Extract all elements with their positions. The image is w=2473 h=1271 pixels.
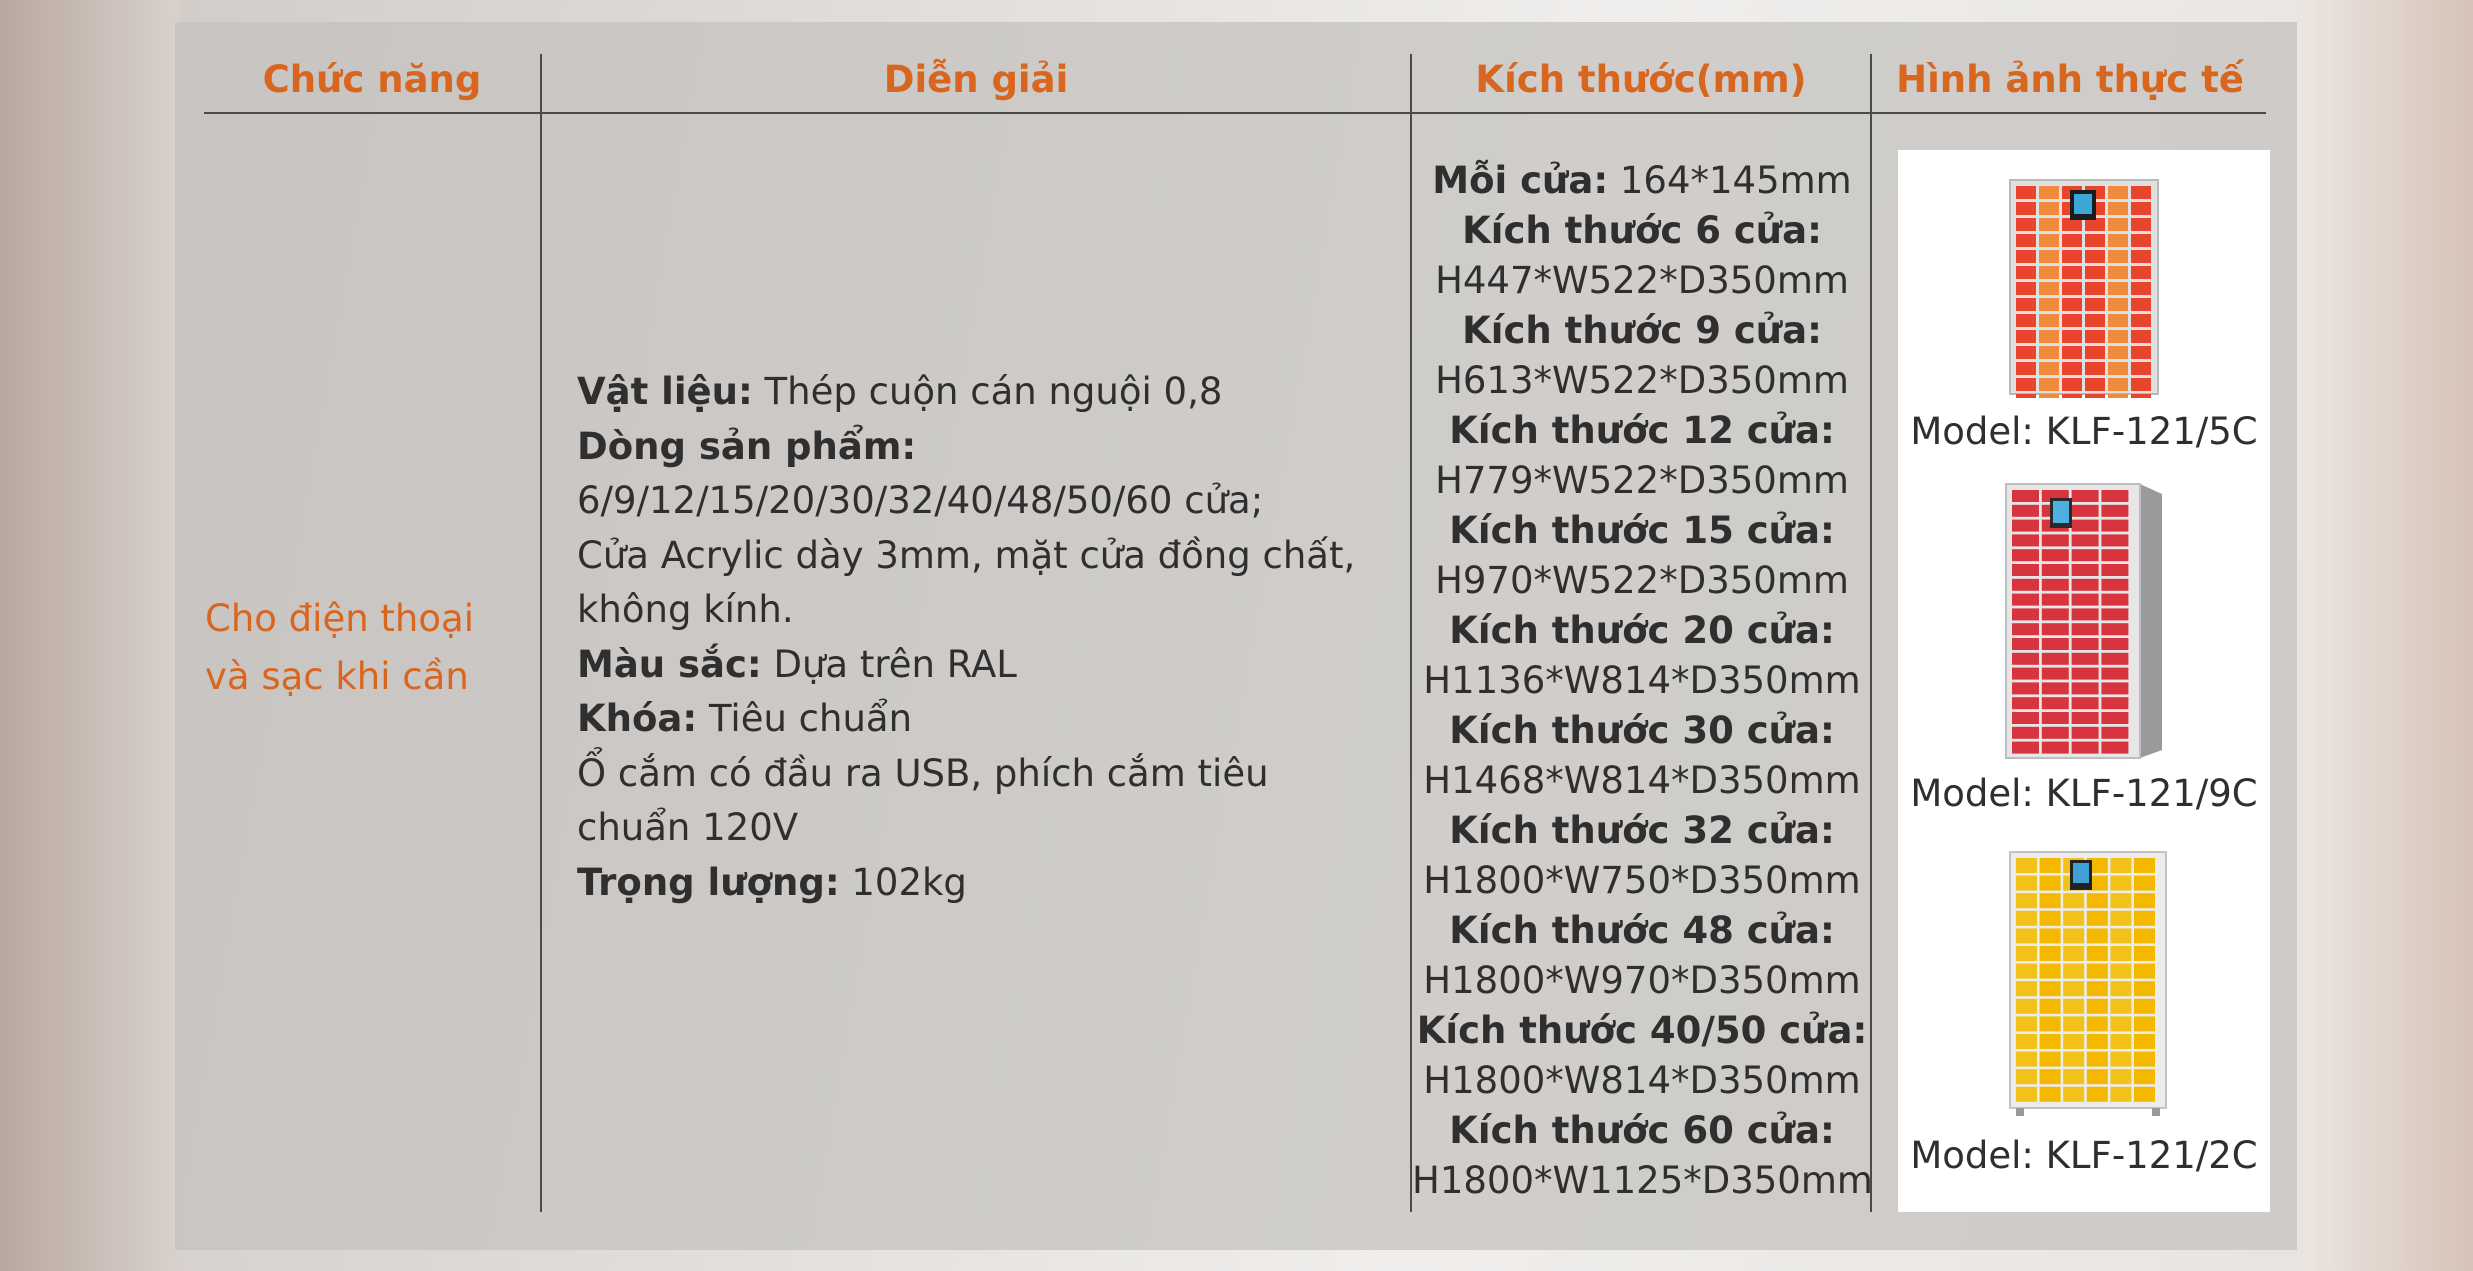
locker-door <box>2039 314 2059 327</box>
locker-door <box>2016 282 2036 295</box>
locker-door <box>2062 394 2082 398</box>
locker-door <box>2012 668 2039 680</box>
locker-door <box>2039 266 2059 279</box>
locker-door <box>2101 534 2128 546</box>
header-function: Chức năng <box>262 58 482 101</box>
material-value: Thép cuộn cán nguội 0,8 <box>752 370 1223 413</box>
locker-door <box>2110 1016 2131 1031</box>
locker-door <box>2012 594 2039 606</box>
locker-door <box>2012 520 2039 532</box>
size-label: Kích thước 9 cửa: <box>1462 309 1822 352</box>
locker-door <box>2012 727 2039 739</box>
locker-door <box>2063 1052 2084 1067</box>
door-line: không kính. <box>577 588 794 631</box>
locker-door <box>2131 266 2151 279</box>
locker-door <box>2062 250 2082 263</box>
locker-door <box>2101 727 2128 739</box>
locker-door <box>2072 653 2099 665</box>
locker-door <box>2072 668 2099 680</box>
locker-door <box>2062 362 2082 375</box>
locker-door <box>2063 964 2084 979</box>
locker-door <box>2087 893 2108 908</box>
locker-door <box>2012 712 2039 724</box>
locker-door <box>2062 378 2082 391</box>
locker-door <box>2108 202 2128 215</box>
locker-door <box>2012 490 2039 502</box>
locker-door <box>2063 946 2084 961</box>
locker-door <box>2072 682 2099 694</box>
lock-value: Tiêu chuẩn <box>697 697 913 740</box>
locker-door <box>2085 394 2105 398</box>
locker-photo-5c <box>2008 178 2160 398</box>
locker-door <box>2040 1034 2061 1049</box>
color-value: Dựa trên RAL <box>761 642 1017 686</box>
locker-door <box>2108 362 2128 375</box>
locker-door <box>2101 653 2128 665</box>
size-label: Kích thước 60 cửa: <box>1449 1109 1835 1152</box>
locker-door <box>2101 712 2128 724</box>
locker-door <box>2063 999 2084 1014</box>
locker-door <box>2134 1052 2155 1067</box>
locker-door <box>2101 623 2128 635</box>
locker-door <box>2072 727 2099 739</box>
locker-door <box>2063 981 2084 996</box>
locker-door <box>2134 928 2155 943</box>
locker-door <box>2108 378 2128 391</box>
size-value: H1800*W1125*D350mm <box>1412 1159 1873 1202</box>
locker-door <box>2016 346 2036 359</box>
locker-door <box>2085 314 2105 327</box>
locker-door <box>2040 1069 2061 1084</box>
locker-door <box>2134 911 2155 926</box>
locker-door <box>2040 893 2061 908</box>
locker-door <box>2085 362 2105 375</box>
locker-door <box>2040 964 2061 979</box>
locker-door <box>2072 505 2099 517</box>
locker-door <box>2085 234 2105 247</box>
locker-door <box>2040 1087 2061 1102</box>
locker-door <box>2042 712 2069 724</box>
locker-door <box>2131 314 2151 327</box>
product-line-label: Dòng sản phẩm: <box>577 424 917 468</box>
locker-door <box>2040 999 2061 1014</box>
locker-door <box>2063 1087 2084 1102</box>
per-door-value: 164*145mm <box>1608 159 1852 202</box>
size-label: Kích thước 6 cửa: <box>1462 209 1822 252</box>
locker-door <box>2042 653 2069 665</box>
locker-door <box>2087 1087 2108 1102</box>
locker-door <box>2012 534 2039 546</box>
size-value: H779*W522*D350mm <box>1435 459 1849 502</box>
size-value: H613*W522*D350mm <box>1435 359 1849 402</box>
locker-door <box>2042 682 2069 694</box>
locker-door <box>2012 579 2039 591</box>
locker-door <box>2039 330 2059 343</box>
locker-door <box>2131 378 2151 391</box>
locker-door <box>2012 608 2039 620</box>
locker-door <box>2042 608 2069 620</box>
locker-door <box>2012 682 2039 694</box>
header-size: Kích thước(mm) <box>1475 58 1807 101</box>
locker-door <box>2016 234 2036 247</box>
locker-door <box>2012 549 2039 561</box>
function-line: và sạc khi cần <box>205 655 469 698</box>
locker-door <box>2016 330 2036 343</box>
size-value: H1136*W814*D350mm <box>1423 659 1861 702</box>
locker-door <box>2042 534 2069 546</box>
door-line: Cửa Acrylic dày 3mm, mặt cửa đồng chất, <box>577 533 1356 577</box>
locker-door <box>2016 186 2036 199</box>
locker-door <box>2042 638 2069 650</box>
locker-door <box>2039 346 2059 359</box>
locker-door <box>2062 346 2082 359</box>
locker-door <box>2085 282 2105 295</box>
locker-door <box>2063 1016 2084 1031</box>
locker-door <box>2134 999 2155 1014</box>
locker-door <box>2072 534 2099 546</box>
locker-door <box>2039 234 2059 247</box>
socket-line: Ổ cắm có đầu ra USB, phích cắm tiêu <box>577 751 1269 795</box>
locker-door <box>2016 893 2037 908</box>
locker-door <box>2101 742 2128 754</box>
locker-door <box>2134 1016 2155 1031</box>
locker-door <box>2101 697 2128 709</box>
locker-door <box>2063 1034 2084 1049</box>
locker-door <box>2108 330 2128 343</box>
locker-door <box>2016 858 2037 873</box>
locker-door <box>2085 298 2105 311</box>
locker-door <box>2108 234 2128 247</box>
locker-door <box>2110 946 2131 961</box>
locker-door <box>2087 1069 2108 1084</box>
size-value: H1800*W814*D350mm <box>1423 1059 1861 1102</box>
locker-door <box>2012 505 2039 517</box>
size-label: Kích thước 15 cửa: <box>1449 509 1835 552</box>
locker-door <box>2131 234 2151 247</box>
locker-door <box>2110 1034 2131 1049</box>
locker-door <box>2101 638 2128 650</box>
lock-row <box>577 692 1397 747</box>
locker-door <box>2108 298 2128 311</box>
size-value: H1800*W750*D350mm <box>1423 859 1861 902</box>
locker-door <box>2016 1016 2037 1031</box>
locker-door <box>2110 1069 2131 1084</box>
locker-door <box>2040 911 2061 926</box>
locker-door <box>2016 362 2036 375</box>
locker-door <box>2134 946 2155 961</box>
locker-door <box>2134 893 2155 908</box>
product-line-value: 6/9/12/15/20/30/32/40/48/50/60 cửa; <box>577 479 1264 522</box>
locker-door <box>2039 218 2059 231</box>
background-right <box>2303 0 2473 1271</box>
socket-line: chuẩn 120V <box>577 806 799 849</box>
locker-door <box>2101 579 2128 591</box>
locker-door <box>2131 394 2151 398</box>
locker-door <box>2039 362 2059 375</box>
locker-door <box>2108 394 2128 398</box>
locker-door <box>2062 266 2082 279</box>
locker-door <box>2016 964 2037 979</box>
locker-door <box>2087 1016 2108 1031</box>
locker-door <box>2134 964 2155 979</box>
locker-door <box>2039 298 2059 311</box>
locker-door <box>2063 1069 2084 1084</box>
locker-door <box>2108 314 2128 327</box>
weight-value: 102kg <box>839 860 967 904</box>
locker-door <box>2016 1052 2037 1067</box>
product-line-row <box>577 420 1397 475</box>
model-label: Model: KLF-121/5C <box>1910 410 2258 453</box>
locker-door <box>2072 520 2099 532</box>
locker-door <box>2101 668 2128 680</box>
locker-door <box>2087 964 2108 979</box>
photo-cell <box>1898 150 2270 1212</box>
locker-door <box>2062 234 2082 247</box>
locker-door <box>2012 697 2039 709</box>
locker-door <box>2063 928 2084 943</box>
locker-door <box>2110 911 2131 926</box>
locker-door <box>2039 202 2059 215</box>
locker-door <box>2063 893 2084 908</box>
size-label: Kích thước 20 cửa: <box>1449 609 1835 652</box>
locker-door <box>2042 564 2069 576</box>
locker-door <box>2042 697 2069 709</box>
locker-door <box>2101 549 2128 561</box>
locker-door <box>2072 579 2099 591</box>
locker-door <box>2134 1034 2155 1049</box>
header-divider <box>204 112 2266 114</box>
locker-door <box>2039 282 2059 295</box>
size-cell <box>1412 156 1872 1206</box>
locker-door <box>2042 668 2069 680</box>
locker-door <box>2016 218 2036 231</box>
size-value: H970*W522*D350mm <box>1435 559 1849 602</box>
locker-door <box>2042 727 2069 739</box>
per-door-label: Mỗi cửa: <box>1432 159 1609 202</box>
locker-door <box>2110 964 2131 979</box>
locker-door <box>2087 999 2108 1014</box>
size-value: H447*W522*D350mm <box>1435 259 1849 302</box>
model-label: Model: KLF-121/2C <box>1910 1134 2258 1177</box>
locker-door <box>2040 928 2061 943</box>
function-line: Cho điện thoại <box>205 597 474 640</box>
locker-door <box>2040 858 2061 873</box>
locker-door <box>2072 623 2099 635</box>
locker-door <box>2040 1016 2061 1031</box>
locker-door <box>2016 946 2037 961</box>
locker-door <box>2087 946 2108 961</box>
color-row <box>577 638 1397 693</box>
locker-door <box>2110 999 2131 1014</box>
locker-door <box>2012 623 2039 635</box>
locker-door <box>2040 876 2061 891</box>
material-label: Vật liệu: <box>577 370 753 413</box>
function-cell <box>205 590 525 706</box>
locker-door <box>2016 1034 2037 1049</box>
locker-door <box>2085 378 2105 391</box>
locker-door <box>2110 981 2131 996</box>
locker-door <box>2110 928 2131 943</box>
locker-door <box>2016 314 2036 327</box>
locker-door <box>2040 946 2061 961</box>
locker-door <box>2108 250 2128 263</box>
locker-door <box>2072 697 2099 709</box>
locker-door <box>2108 282 2128 295</box>
locker-door <box>2101 608 2128 620</box>
locker-door <box>2042 579 2069 591</box>
locker-door <box>2072 490 2099 502</box>
locker-door <box>2040 1052 2061 1067</box>
locker-door <box>2042 742 2069 754</box>
locker-door <box>2072 608 2099 620</box>
locker-door <box>2072 742 2099 754</box>
locker-door <box>2131 282 2151 295</box>
model-label: Model: KLF-121/9C <box>1910 772 2258 815</box>
lock-label: Khóa: <box>577 697 698 740</box>
locker-door <box>2012 653 2039 665</box>
locker-door <box>2016 928 2037 943</box>
size-label: Kích thước 12 cửa: <box>1449 409 1835 452</box>
locker-door <box>2108 186 2128 199</box>
locker-door <box>2039 250 2059 263</box>
locker-door <box>2062 314 2082 327</box>
size-label: Kích thước 48 cửa: <box>1449 909 1835 952</box>
locker-door <box>2108 266 2128 279</box>
locker-door <box>2131 362 2151 375</box>
per-door-row <box>1412 156 1872 206</box>
locker-door <box>2072 638 2099 650</box>
locker-door <box>2016 1069 2037 1084</box>
locker-door <box>2101 682 2128 694</box>
locker-door <box>2072 564 2099 576</box>
locker-door <box>2012 638 2039 650</box>
locker-door <box>2016 876 2037 891</box>
column-divider <box>540 54 542 1212</box>
locker-door <box>2042 594 2069 606</box>
color-label: Màu sắc: <box>577 642 762 686</box>
locker-door <box>2016 911 2037 926</box>
locker-door <box>2108 218 2128 231</box>
locker-door <box>2134 858 2155 873</box>
weight-row <box>577 856 1397 911</box>
locker-door <box>2039 186 2059 199</box>
locker-door <box>2016 394 2036 398</box>
locker-door <box>2042 549 2069 561</box>
locker-door <box>2101 564 2128 576</box>
locker-door <box>2016 250 2036 263</box>
locker-door <box>2062 330 2082 343</box>
locker-door <box>2040 981 2061 996</box>
size-label: Kích thước 40/50 cửa: <box>1416 1009 1868 1052</box>
material-row <box>577 365 1397 420</box>
locker-door <box>2072 712 2099 724</box>
locker-door <box>2012 742 2039 754</box>
header-description: Diễn giải <box>883 58 1069 101</box>
locker-door <box>2134 1069 2155 1084</box>
locker-door <box>2087 1052 2108 1067</box>
locker-door <box>2063 911 2084 926</box>
locker-door <box>2085 330 2105 343</box>
locker-door <box>2110 1052 2131 1067</box>
locker-door <box>2110 876 2131 891</box>
header-photo: Hình ảnh thực tế <box>1896 58 2244 101</box>
locker-door <box>2087 928 2108 943</box>
locker-door <box>2039 394 2059 398</box>
locker-door <box>2072 549 2099 561</box>
size-value: H1800*W970*D350mm <box>1423 959 1861 1002</box>
locker-door <box>2016 378 2036 391</box>
locker-door <box>2072 594 2099 606</box>
locker-door <box>2131 330 2151 343</box>
locker-door <box>2134 1087 2155 1102</box>
size-value: H1468*W814*D350mm <box>1423 759 1861 802</box>
locker-door <box>2087 981 2108 996</box>
weight-label: Trọng lượng: <box>577 860 840 904</box>
locker-door <box>2110 1087 2131 1102</box>
background-left <box>0 0 180 1271</box>
locker-door <box>2101 505 2128 517</box>
locker-door <box>2016 266 2036 279</box>
locker-door <box>2131 250 2151 263</box>
locker-door <box>2110 893 2131 908</box>
locker-door <box>2131 202 2151 215</box>
locker-door <box>2042 623 2069 635</box>
locker-door <box>2016 981 2037 996</box>
locker-door <box>2101 520 2128 532</box>
locker-photo-2c <box>2006 848 2170 1118</box>
locker-door <box>2016 1087 2037 1102</box>
locker-door <box>2087 1034 2108 1049</box>
locker-door <box>2108 346 2128 359</box>
description-cell <box>577 365 1397 910</box>
locker-photo-9c <box>2002 480 2166 760</box>
locker-door <box>2039 378 2059 391</box>
locker-door <box>2016 999 2037 1014</box>
size-label: Kích thước 30 cửa: <box>1449 709 1835 752</box>
locker-door <box>2101 594 2128 606</box>
locker-door <box>2134 981 2155 996</box>
locker-door <box>2012 564 2039 576</box>
size-label: Kích thước 32 cửa: <box>1449 809 1835 852</box>
locker-door <box>2062 298 2082 311</box>
locker-door <box>2085 346 2105 359</box>
locker-door <box>2101 490 2128 502</box>
locker-door <box>2016 202 2036 215</box>
locker-door <box>2110 858 2131 873</box>
locker-door <box>2131 346 2151 359</box>
locker-door <box>2085 266 2105 279</box>
locker-door <box>2131 218 2151 231</box>
locker-door <box>2062 282 2082 295</box>
locker-door <box>2131 298 2151 311</box>
locker-door <box>2016 298 2036 311</box>
locker-door <box>2085 250 2105 263</box>
locker-door <box>2087 911 2108 926</box>
locker-door <box>2131 186 2151 199</box>
locker-door <box>2134 876 2155 891</box>
